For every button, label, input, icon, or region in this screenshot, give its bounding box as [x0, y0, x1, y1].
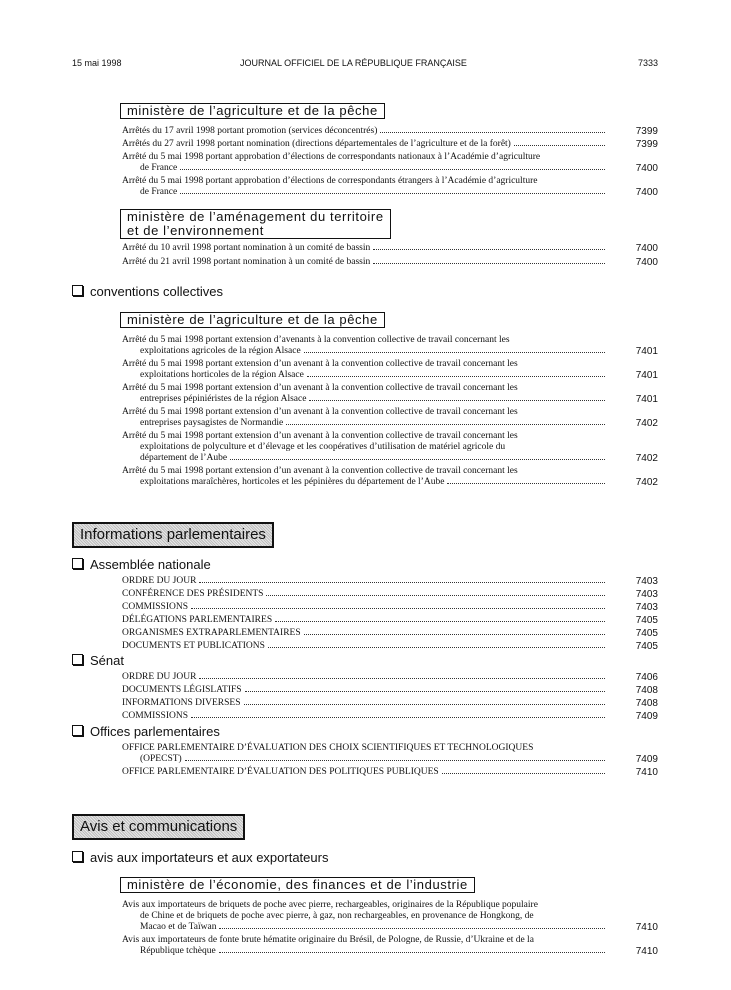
banner-informations-parlementaires: Informations parlementaires	[72, 522, 274, 548]
list-item: OFFICE PARLEMENTAIRE D’ÉVALUATION DES POLITIQUES PUBLIQUES	[122, 767, 608, 778]
ministry-heading-economie: ministère de l’économie, des finances et de l’industrie	[120, 877, 475, 893]
list-item: OFFICE PARLEMENTAIRE D’ÉVALUATION DES CHOIX SCIENTIFIQUES ET TECHNOLOGIQUES (OPECST)	[122, 743, 608, 765]
list-item: Arrêté du 5 mai 1998 portant extension d’un avenant à la convention collective de travail concernant les exploitations maraîchères, horticoles et les pépinières du département de l’Aube	[122, 466, 608, 488]
section-avis-importateurs: avis aux importateurs et aux exportateurs	[72, 850, 328, 865]
list-item: Arrêté du 5 mai 1998 portant extension d’un avenant à la convention collective de travail concernant les entreprises pépiniéristes de la région Alsace	[122, 383, 608, 405]
header-date: 15 mai 1998	[72, 58, 122, 68]
leader-dots	[309, 400, 605, 401]
leader-dots	[199, 678, 605, 679]
section-conventions-collectives: conventions collectives	[72, 284, 223, 299]
leader-dots	[266, 595, 605, 596]
page-ref: 7402	[635, 477, 658, 488]
leader-dots	[185, 760, 605, 761]
page-ref: 7399	[635, 139, 658, 150]
ministry-heading-agriculture-conventions: ministère de l’agriculture et de la pêche	[120, 312, 385, 328]
page-ref: 7400	[635, 187, 658, 198]
banner-avis-et-communications: Avis et communications	[72, 814, 245, 840]
header-page-number: 7333	[637, 58, 658, 68]
page-ref: 7410	[635, 946, 658, 957]
list-item: Avis aux importateurs de fonte brute hématite originaire du Brésil, de Pologne, de Russie, d’Ukraine et de la République tchèque	[122, 935, 608, 957]
page-ref: 7402	[635, 453, 658, 464]
page-ref: 7406	[635, 672, 658, 683]
list-item: DOCUMENTS ET PUBLICATIONS	[122, 641, 608, 652]
leader-dots	[286, 424, 605, 425]
list-item: DOCUMENTS LÉGISLATIFS	[122, 685, 608, 696]
section-senat: Sénat	[72, 653, 124, 668]
leader-dots	[219, 952, 605, 953]
page-ref: 7409	[635, 711, 658, 722]
checkbox-bullet-icon	[72, 725, 83, 736]
page-ref: 7401	[635, 394, 658, 405]
leader-dots	[191, 608, 605, 609]
leader-dots	[180, 193, 605, 194]
list-item: Arrêté du 5 mai 1998 portant approbation d’élections de correspondants nationaux à l’Académie d’agriculture de France	[122, 152, 608, 174]
page-ref: 7405	[635, 615, 658, 626]
leader-dots	[380, 132, 605, 133]
checkbox-bullet-icon	[72, 285, 83, 296]
page-ref: 7408	[635, 698, 658, 709]
leader-dots	[514, 145, 605, 146]
leader-dots	[191, 717, 605, 718]
leader-dots	[307, 376, 605, 377]
list-item: Arrêté du 10 avril 1998 portant nomination à un comité de bassin	[122, 243, 608, 254]
leader-dots	[199, 582, 605, 583]
page-ref: 7403	[635, 589, 658, 600]
page-ref: 7403	[635, 576, 658, 587]
page-ref: 7405	[635, 628, 658, 639]
checkbox-bullet-icon	[72, 851, 83, 862]
page-ref: 7400	[635, 243, 658, 254]
list-item: INFORMATIONS DIVERSES	[122, 698, 608, 709]
page-ref: 7403	[635, 602, 658, 613]
leader-dots	[219, 928, 605, 929]
page-ref: 7405	[635, 641, 658, 652]
page-ref: 7401	[635, 370, 658, 381]
list-item: Arrêté du 5 mai 1998 portant approbation d’élections de correspondants étrangers à l’Académie d’agriculture de France	[122, 176, 608, 198]
list-item: COMMISSIONS	[122, 711, 608, 722]
leader-dots	[275, 621, 605, 622]
list-item: COMMISSIONS	[122, 602, 608, 613]
ministry-heading-amenagement: ministère de l’aménagement du territoire et de l’environnement	[120, 209, 391, 239]
list-item: Arrêtés du 27 avril 1998 portant nomination (directions départementales de l’agriculture et de la forêt)	[122, 139, 608, 150]
leader-dots	[373, 263, 605, 264]
leader-dots	[304, 352, 605, 353]
list-item: Arrêté du 5 mai 1998 portant extension d’un avenant à la convention collective de travail concernant les exploitations horticoles de la région Alsace	[122, 359, 608, 381]
checkbox-bullet-icon	[72, 558, 83, 569]
list-item: Arrêtés du 17 avril 1998 portant promotion (services déconcentrés)	[122, 126, 608, 137]
leader-dots	[373, 249, 605, 250]
leader-dots	[245, 691, 605, 692]
leader-dots	[180, 169, 605, 170]
list-item: CONFÉRENCE DES PRÉSIDENTS	[122, 589, 608, 600]
page-ref: 7410	[635, 922, 658, 933]
list-item: Arrêté du 5 mai 1998 portant extension d’un avenant à la convention collective de travail concernant les exploitations de polyculture et d’élevage et les coopératives d’utilisation de matériel agricole du département de l’Aube	[122, 431, 608, 464]
list-item: ORGANISMES EXTRAPARLEMENTAIRES	[122, 628, 608, 639]
list-item: ORDRE DU JOUR	[122, 576, 608, 587]
page-ref: 7408	[635, 685, 658, 696]
list-item: Arrêté du 21 avril 1998 portant nomination à un comité de bassin	[122, 257, 608, 268]
section-offices-parlementaires: Offices parlementaires	[72, 724, 220, 739]
leader-dots	[442, 773, 605, 774]
leader-dots	[268, 647, 605, 648]
page-ref: 7402	[635, 418, 658, 429]
page-ref: 7400	[635, 163, 658, 174]
list-item: Avis aux importateurs de briquets de poche avec pierre, rechargeables, originaires de la République populaire de Chine et de briquets de poche avec pierre, à gaz, non rechargeables, en provenance de Hongkong, de Macao et de Taïwan	[122, 900, 608, 933]
list-item: Arrêté du 5 mai 1998 portant extension d’un avenant à la convention collective de travail concernant les entreprises paysagistes de Normandie	[122, 407, 608, 429]
leader-dots	[230, 459, 605, 460]
leader-dots	[304, 634, 605, 635]
list-item: Arrêté du 5 mai 1998 portant extension d’avenants à la convention collective de travail concernant les exploitations agricoles de la région Alsace	[122, 335, 608, 357]
list-item: DÉLÉGATIONS PARLEMENTAIRES	[122, 615, 608, 626]
page-ref: 7401	[635, 346, 658, 357]
leader-dots	[447, 483, 605, 484]
page-ref: 7400	[635, 257, 658, 268]
list-item: ORDRE DU JOUR	[122, 672, 608, 683]
section-assemblee-nationale: Assemblée nationale	[72, 557, 211, 572]
header-title: JOURNAL OFFICIEL DE LA RÉPUBLIQUE FRANÇAISE	[240, 58, 467, 68]
page-ref: 7410	[635, 767, 658, 778]
checkbox-bullet-icon	[72, 654, 83, 665]
leader-dots	[244, 704, 606, 705]
page-ref: 7399	[635, 126, 658, 137]
ministry-heading-agriculture: ministère de l’agriculture et de la pêche	[120, 103, 385, 119]
page-ref: 7409	[635, 754, 658, 765]
